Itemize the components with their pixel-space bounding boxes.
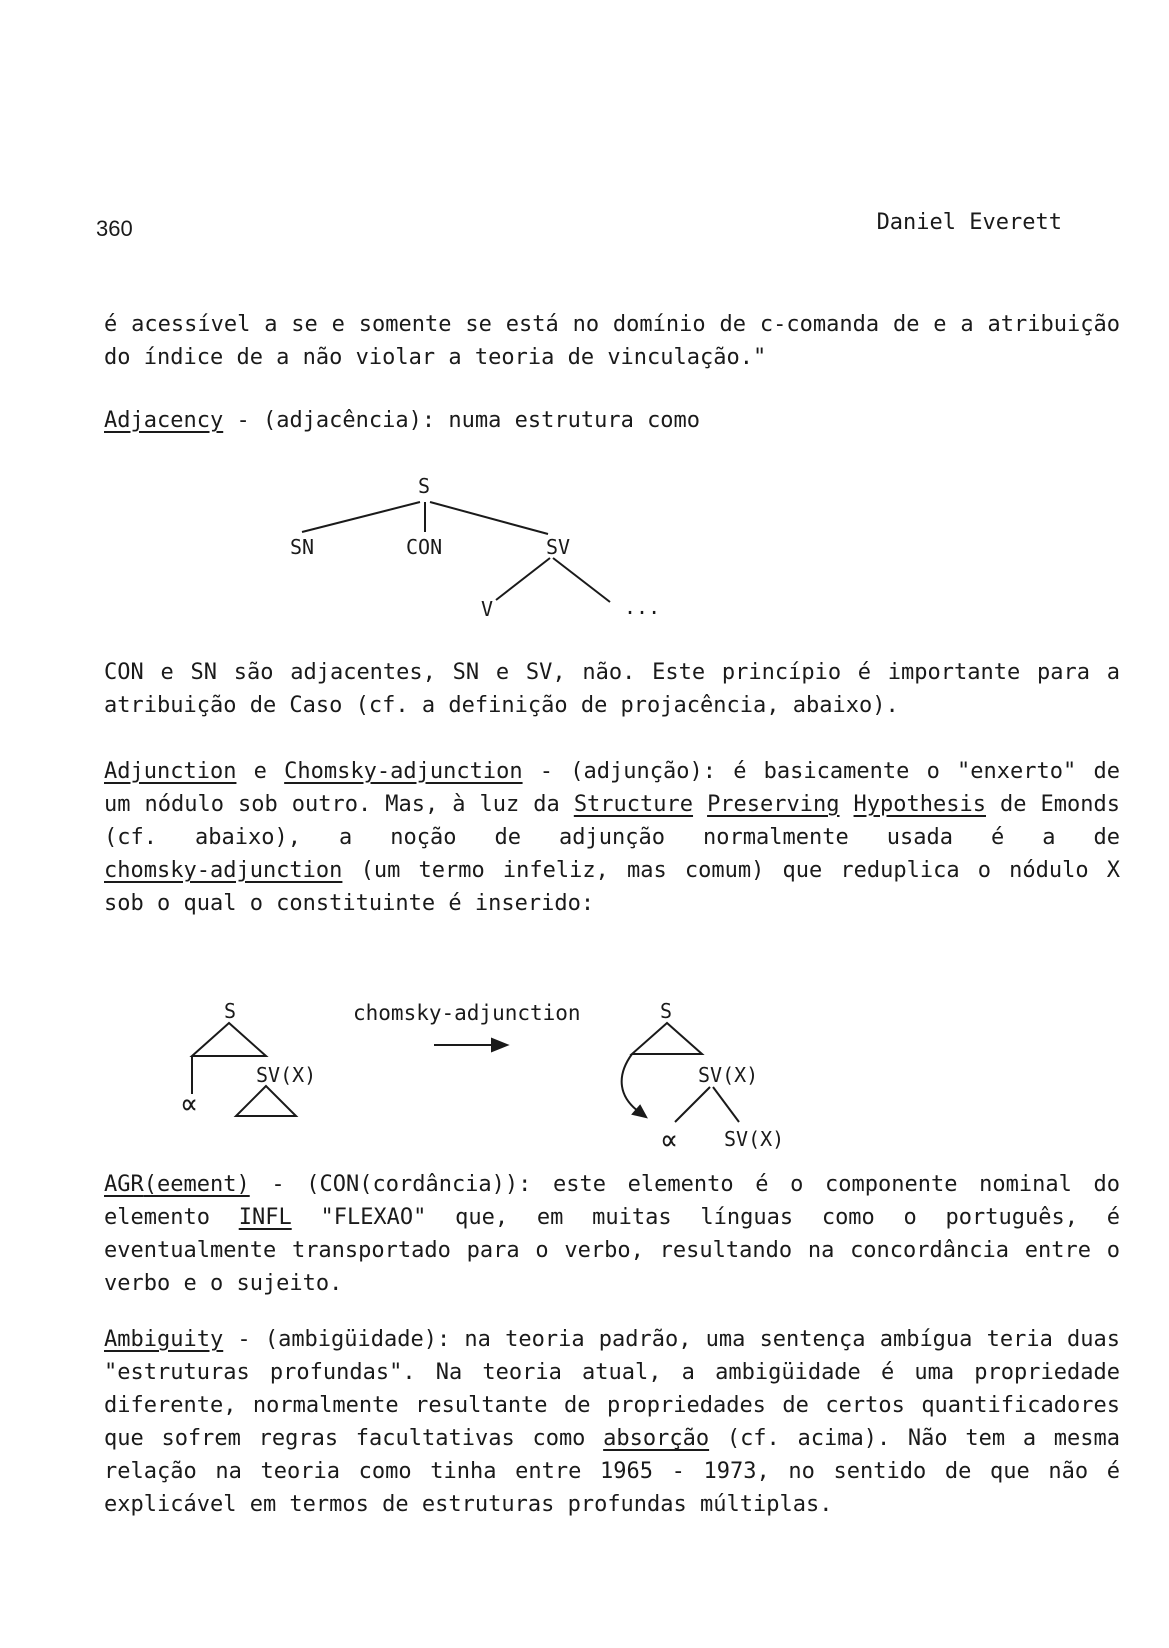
tree-diagram-chomsky-adjunction (170, 990, 870, 1170)
node-alpha: ∝ (180, 1087, 199, 1122)
branch-line (675, 1087, 710, 1122)
glossary-term: chomsky-adjunction (104, 858, 343, 883)
branch-line (496, 558, 550, 600)
text-line (104, 854, 1120, 887)
glossary-term: Hypothesis (853, 792, 986, 817)
node-sv-x: SV(X) (724, 1127, 785, 1151)
definition-adjunction (104, 755, 1120, 788)
definition-text: - (adjunção): é basicamente o "enxerto" de (522, 759, 1120, 784)
node-con: CON (406, 535, 443, 559)
node-s: S (418, 474, 431, 498)
text-line (104, 788, 1120, 821)
text-line: CON e SN são adjacentes, SN e SV, não. Este princípio é importante para a (104, 660, 1120, 685)
node-sv-x: SV(X) (256, 1063, 317, 1087)
glossary-term: Chomsky-adjunction (284, 759, 523, 784)
glossary-term: Ambiguity (104, 1327, 224, 1352)
text-line (104, 1201, 1120, 1234)
text-span: (cf. acima). Não tem a mesma (709, 1426, 1120, 1451)
node-s: S (224, 999, 237, 1023)
triangle-node (192, 1023, 266, 1056)
glossary-term: Adjunction (104, 759, 237, 784)
glossary-term: Structure (573, 792, 694, 817)
node-sv: SV (546, 535, 571, 559)
glossary-term: (eement) (143, 1172, 250, 1197)
glossary-term: absorção (603, 1426, 710, 1451)
text-span: um nódulo sob outro. Mas, à luz da (104, 792, 574, 817)
text-line: atribuição de Caso (cf. a definição de projacência, abaixo). (104, 693, 899, 718)
definition-text: - (ambigüidade): na teoria padrão, uma sentença ambígua teria duas (223, 1327, 1120, 1352)
triangle-node (236, 1086, 296, 1116)
text-span: (um termo infeliz, mas comum) que reduplica o nódulo X (342, 858, 1120, 883)
definition-ambiguity (104, 1323, 1120, 1356)
glossary-term: Preserving (707, 792, 840, 817)
conjunction-text: e (236, 759, 285, 784)
definition-agr (104, 1168, 1120, 1201)
branch-line (713, 1087, 739, 1122)
branch-line (302, 502, 420, 532)
text-line: relação na teoria como tinha entre 1965 - 1973, no sentido de que não é (104, 1459, 1120, 1484)
text-span: que sofrem regras facultativas como (104, 1426, 604, 1451)
movement-arrow (622, 1054, 642, 1114)
text-span: de Emonds (986, 792, 1121, 817)
node-alpha: ∝ (660, 1123, 679, 1158)
node-sv-x: SV(X) (698, 1063, 759, 1087)
definition-adjacency (104, 404, 1120, 437)
arrow-head (492, 1039, 507, 1051)
text-span (840, 792, 854, 817)
text-line: (cf. abaixo), a noção de adjunção normalmente usada é a de (104, 825, 1120, 850)
text-line: verbo e o sujeito. (104, 1271, 343, 1296)
text-line: eventualmente transportado para o verbo, resultando na concordância entre o (104, 1238, 1120, 1263)
node-v: V (481, 597, 494, 621)
text-line: sob o qual o constituinte é inserido: (104, 891, 595, 916)
glossary-term: Adjacency (104, 408, 224, 433)
text-line: diferente, normalmente resultante de propriedades de certos quantificadores (104, 1393, 1120, 1418)
text-line: "estruturas profundas". Na teoria atual, a ambigüidade é uma propriedade (104, 1360, 1120, 1385)
tree-diagram-adjacency (280, 466, 700, 636)
branch-line (553, 558, 610, 602)
text-line: é acessível a se e somente se está no domínio de c-comanda de e a atribuição (104, 312, 1120, 337)
node-s: S (660, 999, 673, 1023)
triangle-node (632, 1023, 702, 1054)
text-span: "FLEXAO" que, em muitas línguas como o português, é (291, 1205, 1120, 1230)
text-line (104, 1422, 1120, 1455)
glossary-term: AGR (104, 1172, 144, 1197)
text-span (693, 792, 707, 817)
text-line: explicável em termos de estruturas profundas múltiplas. (104, 1492, 833, 1517)
text-span: elemento (104, 1205, 239, 1230)
definition-text: - (CON(cordância)): este elemento é o componente nominal do (249, 1172, 1120, 1197)
node-sn: SN (290, 535, 315, 559)
definition-text: - (adjacência): numa estrutura como (223, 408, 701, 433)
running-header-author: Daniel Everett (876, 210, 1062, 235)
node-ellipsis: ... (624, 595, 661, 619)
page-number: 360 (96, 216, 133, 241)
branch-line (430, 502, 548, 534)
text-line: do índice de a não violar a teoria de vinculação." (104, 345, 767, 370)
glossary-term: INFL (238, 1205, 292, 1230)
arrow-label: chomsky-adjunction (353, 1001, 581, 1025)
